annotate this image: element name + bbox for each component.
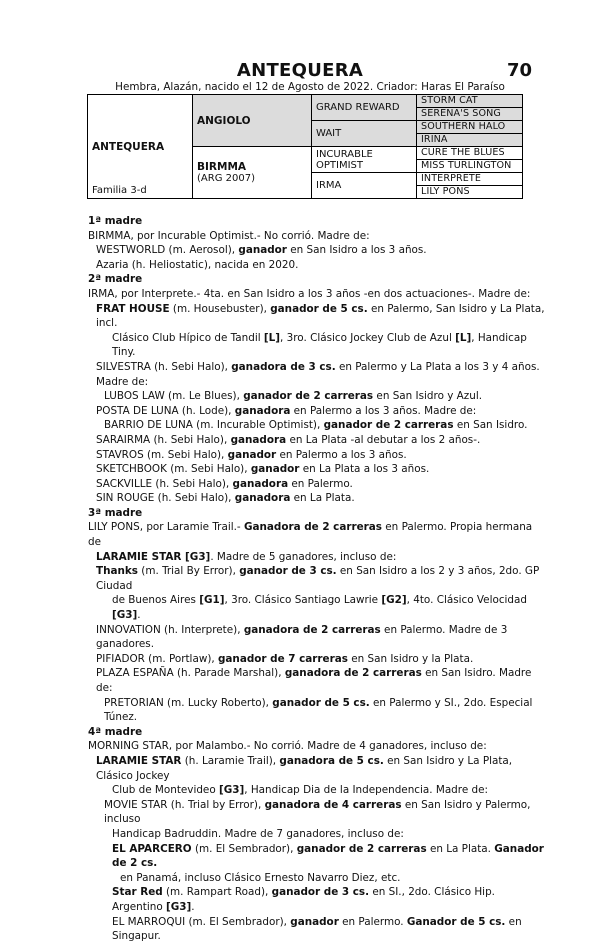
record-text: POSTA DE LUNA (h. Lode), bbox=[96, 404, 235, 417]
record-text: en Palermo. bbox=[288, 477, 353, 490]
record-bold-text: Ganador de 2 cs. bbox=[112, 842, 544, 870]
pedigree-horse-cell bbox=[88, 95, 193, 199]
record-bold-text: Star Red bbox=[112, 886, 163, 899]
record-text: MORNING STAR, por Malambo.- No corrió. Madre de 4 ganadores, incluso de: bbox=[88, 740, 487, 753]
section-heading: 2ª madre bbox=[88, 273, 143, 286]
record-bold-text: ganadora bbox=[234, 492, 291, 505]
record-text: en San Isidro y la Plata. bbox=[347, 652, 474, 665]
produce-record bbox=[88, 214, 548, 944]
record-line bbox=[88, 462, 548, 477]
pedigree-sire-name: ANGIOLO bbox=[197, 114, 251, 127]
pedigree-ggp-4: IRINA bbox=[417, 134, 523, 147]
record-text: en Palermo y La Plata a los 3 y 4 años. Madre de: bbox=[96, 360, 540, 388]
record-text: , 4to. Clásico Velocidad bbox=[406, 594, 527, 607]
record-bold-text: ganador de 2 carreras bbox=[296, 842, 427, 855]
record-line bbox=[88, 520, 548, 549]
record-text: SILVESTRA (h. Sebi Halo), bbox=[96, 360, 232, 373]
record-text: (m. Rampart Road), bbox=[162, 886, 272, 899]
horse-subtitle: Hembra, Alazán, nacido el 12 de Agosto de 2022. Criador: Haras El Paraíso bbox=[115, 81, 505, 93]
record-bold-text: ganador bbox=[250, 463, 300, 476]
record-bold-text: ganador de 3 cs. bbox=[239, 565, 337, 578]
record-line bbox=[88, 666, 548, 695]
record-text: en La Plata. bbox=[426, 842, 495, 855]
record-bold-text: ganadora bbox=[230, 433, 287, 446]
record-text: en Palermo. Propia hermana de bbox=[88, 521, 533, 549]
record-text: en Palermo. bbox=[338, 915, 407, 928]
record-text: Handicap Badruddin. Madre de 7 ganadores, incluso de: bbox=[112, 827, 404, 840]
record-text: en Palermo a los 3 años. bbox=[276, 448, 407, 461]
record-text: en La Plata -al debutar a los 2 años-. bbox=[286, 433, 481, 446]
record-text: BIRMMA, por Incurable Optimist.- No corrió. Madre de: bbox=[88, 229, 370, 242]
record-line bbox=[88, 871, 548, 886]
pedigree-dam bbox=[193, 147, 312, 199]
record-line bbox=[88, 331, 548, 360]
record-text: en San Isidro a los 3 años. bbox=[286, 244, 427, 257]
record-bold-text: FRAT HOUSE bbox=[96, 302, 170, 315]
record-text: . bbox=[191, 900, 195, 913]
section-heading: 1ª madre bbox=[88, 215, 143, 227]
record-bold-text: ganadora de 4 carreras bbox=[264, 798, 402, 811]
record-text: SIN ROUGE (h. Sebi Halo), bbox=[96, 492, 235, 505]
record-bold-text: [G3] bbox=[112, 609, 138, 622]
record-bold-text: EL APARCERO bbox=[112, 842, 192, 855]
record-text: en San Isidro. bbox=[453, 419, 528, 432]
record-bold-text: LARAMIE STAR [G3] bbox=[96, 550, 211, 563]
record-line bbox=[88, 623, 548, 652]
record-line bbox=[88, 404, 548, 419]
record-line bbox=[88, 842, 548, 871]
record-bold-text: ganador de 5 cs. bbox=[272, 696, 370, 709]
record-text: SARAIRMA (h. Sebi Halo), bbox=[96, 433, 231, 446]
record-bold-text: [G2] bbox=[381, 594, 407, 607]
record-bold-text: [G1] bbox=[199, 594, 225, 607]
record-line bbox=[88, 287, 548, 302]
record-text: en Palermo y SI., 2do. Especial Túnez. bbox=[104, 696, 533, 724]
record-text: en San Isidro a los 2 y 3 años, 2do. GP Ciudad bbox=[96, 565, 540, 592]
pedigree-gp-4: IRMA bbox=[312, 173, 417, 199]
record-line bbox=[88, 302, 548, 331]
record-bold-text: [G3] bbox=[218, 784, 245, 797]
record-bold-text: ganadora de 5 cs. bbox=[279, 754, 384, 767]
record-text: en San Isidro y Palermo, incluso bbox=[104, 798, 531, 826]
record-text: en San Isidro y La Plata, Clásico Jockey bbox=[96, 754, 513, 782]
record-bold-text: ganadora de 3 cs. bbox=[231, 360, 336, 373]
page-title: ANTEQUERA bbox=[236, 60, 364, 81]
record-text: Azaria (h. Heliostatic), nacida en 2020. bbox=[96, 258, 299, 271]
record-line bbox=[88, 739, 548, 754]
record-line bbox=[88, 229, 548, 244]
record-text: en Palermo, San Isidro y La Plata, incl. bbox=[96, 302, 545, 330]
record-line bbox=[88, 550, 548, 565]
record-text: PRETORIAN (m. Lucky Roberto), bbox=[104, 696, 273, 709]
record-text: (m. El Sembrador), bbox=[191, 842, 297, 855]
record-text: SKETCHBOOK (m. Sebi Halo), bbox=[96, 463, 251, 476]
record-bold-text: ganador bbox=[290, 915, 339, 928]
record-bold-text: [G3] bbox=[165, 900, 192, 913]
pedigree-ggp-2: SERENA'S SONG bbox=[417, 108, 523, 121]
record-text: (m. Trial By Error), bbox=[138, 565, 240, 578]
record-line bbox=[88, 827, 548, 842]
record-line bbox=[88, 696, 548, 725]
pedigree-gp-3: INCURABLE OPTIMIST bbox=[312, 147, 417, 173]
record-bold-text: ganador de 7 carreras bbox=[217, 652, 348, 665]
pedigree-ggp-1: STORM CAT bbox=[417, 95, 523, 108]
record-line bbox=[88, 477, 548, 492]
record-bold-text: LARAMIE STAR bbox=[96, 754, 182, 767]
record-text: SACKVILLE (h. Sebi Halo), bbox=[96, 477, 233, 490]
pedigree-horse-name: ANTEQUERA bbox=[92, 140, 165, 153]
pedigree-dam-name: BIRMMA bbox=[197, 161, 247, 173]
record-line bbox=[88, 564, 548, 593]
record-text: en Palermo a los 3 años. Madre de: bbox=[290, 404, 477, 417]
record-text: INNOVATION (h. Interprete), bbox=[96, 623, 244, 636]
record-text: en Palermo. Madre de 3 ganadores. bbox=[96, 623, 508, 651]
record-line bbox=[88, 915, 548, 944]
record-line bbox=[88, 243, 548, 258]
record-text: en San Isidro. Madre de: bbox=[96, 667, 532, 694]
record-text: (m. Housebuster), bbox=[169, 302, 271, 315]
record-text: en Panamá, incluso Clásico Ernesto Navarro Diez, etc. bbox=[120, 871, 401, 884]
record-line bbox=[88, 783, 548, 798]
record-bold-text: ganadora bbox=[232, 477, 289, 490]
record-text: Club de Montevideo bbox=[112, 784, 219, 797]
record-bold-text: ganador bbox=[227, 448, 277, 461]
record-bold-text: [L] bbox=[263, 331, 281, 344]
record-text: IRMA, por Interprete.- 4ta. en San Isidro a los 3 años -en dos actuaciones-. Madre de: bbox=[88, 287, 531, 300]
record-bold-text: ganador de 2 carreras bbox=[323, 419, 454, 432]
record-line bbox=[88, 448, 548, 463]
record-bold-text: Ganadora de 2 carreras bbox=[243, 521, 382, 534]
record-line bbox=[88, 754, 548, 783]
record-bold-text: Thanks bbox=[96, 565, 138, 578]
pedigree-gp-2: WAIT bbox=[312, 121, 417, 147]
pedigree-dam-detail: (ARG 2007) bbox=[197, 173, 255, 184]
pedigree-sire bbox=[193, 95, 312, 147]
pedigree-ggp-6: MISS TURLINGTON bbox=[417, 160, 523, 173]
record-text: en La Plata a los 3 años. bbox=[299, 463, 430, 476]
record-bold-text: ganador de 3 cs. bbox=[271, 886, 370, 899]
pedigree-ggp-5: CURE THE BLUES bbox=[417, 147, 523, 160]
record-bold-text: Ganador de 5 cs. bbox=[406, 915, 506, 928]
record-line bbox=[88, 418, 548, 433]
record-line bbox=[88, 258, 548, 273]
record-bold-text: ganadora bbox=[234, 404, 291, 417]
pedigree-family: Familia 3-d bbox=[92, 185, 147, 196]
record-text: en Singapur. bbox=[112, 915, 522, 943]
lot-number: 70 bbox=[506, 60, 532, 81]
record-text: STAVROS (m. Sebi Halo), bbox=[96, 448, 228, 461]
section-heading: 4ª madre bbox=[88, 725, 143, 738]
record-line bbox=[88, 491, 548, 506]
record-text: PIFIADOR (m. Portlaw), bbox=[96, 652, 218, 665]
record-bold-text: ganadora de 2 carreras bbox=[284, 667, 422, 680]
record-text: LUBOS LAW (m. Le Blues), bbox=[104, 390, 244, 403]
record-text: . bbox=[137, 609, 141, 622]
pedigree-ggp-7: INTERPRETE bbox=[417, 173, 523, 186]
record-text: en SI., 2do. Clásico Hip. Argentino bbox=[112, 886, 495, 913]
record-text: . Madre de 5 ganadores, incluso de: bbox=[210, 550, 397, 563]
record-line bbox=[88, 433, 548, 448]
record-text: Clásico Club Hípico de Tandil bbox=[112, 331, 264, 344]
record-text: EL MARROQUI (m. El Sembrador), bbox=[112, 915, 291, 928]
record-line bbox=[88, 885, 548, 914]
record-text: , 3ro. Clásico Santiago Lawrie bbox=[224, 594, 382, 607]
record-text: , Handicap Dia de la Independencia. Madre de: bbox=[244, 784, 489, 797]
record-text: PLAZA ESPAÑA (h. Parade Marshal), bbox=[96, 667, 285, 680]
record-bold-text: ganadora de 2 carreras bbox=[243, 623, 381, 636]
record-line bbox=[88, 389, 548, 404]
record-line bbox=[88, 798, 548, 827]
record-text: de Buenos Aires bbox=[112, 594, 200, 607]
pedigree-ggp-8: LILY PONS bbox=[417, 186, 523, 199]
record-line bbox=[88, 593, 548, 622]
record-text: MOVIE STAR (h. Trial by Error), bbox=[104, 798, 265, 811]
pedigree-ggp-3: SOUTHERN HALO bbox=[417, 121, 523, 134]
pedigree-gp-1: GRAND REWARD bbox=[312, 95, 417, 121]
record-text: , Handicap Tiny. bbox=[112, 331, 527, 359]
record-text: , 3ro. Clásico Jockey Club de Azul bbox=[280, 331, 456, 344]
section-heading: 3ª madre bbox=[88, 506, 143, 519]
record-bold-text: ganador bbox=[238, 244, 287, 257]
record-line bbox=[88, 360, 548, 389]
record-line bbox=[88, 652, 548, 667]
record-text: en San Isidro y Azul. bbox=[373, 390, 483, 403]
record-bold-text: ganador de 2 carreras bbox=[243, 390, 374, 403]
record-bold-text: ganador de 5 cs. bbox=[270, 302, 368, 315]
record-text: LILY PONS, por Laramie Trail.- bbox=[88, 521, 244, 534]
record-text: (h. Laramie Trail), bbox=[181, 754, 280, 767]
record-text: BARRIO DE LUNA (m. Incurable Optimist), bbox=[104, 419, 324, 432]
record-bold-text: [L] bbox=[455, 331, 472, 344]
pedigree-table bbox=[87, 94, 523, 199]
record-text: en La Plata. bbox=[290, 492, 355, 505]
record-text: WESTWORLD (m. Aerosol), bbox=[96, 244, 239, 257]
